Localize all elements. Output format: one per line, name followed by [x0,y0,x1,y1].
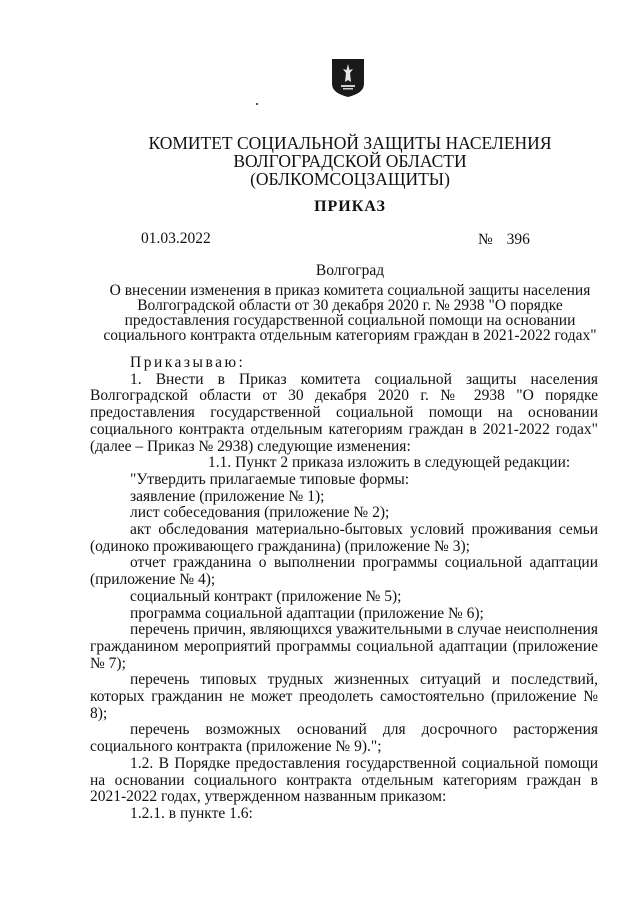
order-word: Приказываю: [130,354,246,371]
subject-line-1: О внесении изменения в приказ комитета социальной защиты населения [109,282,591,299]
list-item-2: лист собеседования (приложение № 2); [130,504,390,522]
document-body [90,355,598,823]
coat-of-arms-emblem [331,58,365,98]
organization-name [140,134,560,188]
document-subject [100,283,600,343]
document-type: ПРИКАЗ [314,198,386,215]
list-item-6: программа социальной адаптации (приложение № 6); [130,604,484,622]
subject-line-2: Волгоградской области от 30 декабря 2020 г. № 2938 "О порядке [137,297,563,314]
paragraph-1-1: 1.1. Пункт 2 приказа изложить в следующей редакции: [208,454,571,472]
list-intro: "Утвердить прилагаемые типовые формы: [130,470,410,488]
list-item-3: акт обследования материально-бытовых условий проживания семьи (одиноко проживающего гражданина) (приложение № 3); [90,521,598,555]
list-item-1: заявление (приложение № 1); [130,487,325,505]
org-line-3: (ОБЛКОМСОЦЗАЩИТЫ) [250,169,450,189]
subject-line-3: предоставления государственной социальной помощи на основании [124,312,576,329]
list-item-7: перечень причин, являющихся уважительными в случае неисполнения гражданином мероприятий программы социальной адаптации (приложение № 7); [90,621,598,672]
org-line-1: КОМИТЕТ СОЦИАЛЬНОЙ ЗАЩИТЫ НАСЕЛЕНИЯ [148,133,552,153]
document-number: № 396 [478,231,530,248]
org-line-2: ВОЛГОГРАДСКОЙ ОБЛАСТИ [233,151,467,171]
document-date: 01.03.2022 [141,230,211,247]
list-item-9: перечень возможных оснований для досрочного расторжения социального контракта (приложение № 9)."; [90,721,598,756]
paragraph-1-2: 1.2. В Порядке предоставления государственной социальной помощи на основании социального контракта отдельным категориям граждан в 2021-2022 годах, утвержденном названным приказом: [90,754,598,806]
paragraph-1-2-1: 1.2.1. в пункте 1.6: [130,804,253,822]
paragraph-1: 1. Внести в Приказ комитета социальной защиты населения Волгоградской области от 30 декабря 2020 г. № 2938 "О порядке предоставления государственной социальной помощи на основании социального контракта отдельным категориям граждан в 2021-2022 годах" (далее – Приказ № 2938) следующие изменения: [90,370,598,455]
subject-line-4: социального контракта отдельным категориям граждан в 2021-2022 годах" [103,327,597,344]
document-city: Волгоград [315,262,385,279]
scan-speck [256,103,258,105]
list-item-5: социальный контракт (приложение № 5); [130,587,402,605]
list-item-4: отчет гражданина о выполнении программы социальной адаптации (приложение № 4); [90,554,598,589]
list-item-8: перечень типовых трудных жизненных ситуаций и последствий, которых гражданин не может преодолеть самостоятельно (приложение № 8); [90,671,598,722]
